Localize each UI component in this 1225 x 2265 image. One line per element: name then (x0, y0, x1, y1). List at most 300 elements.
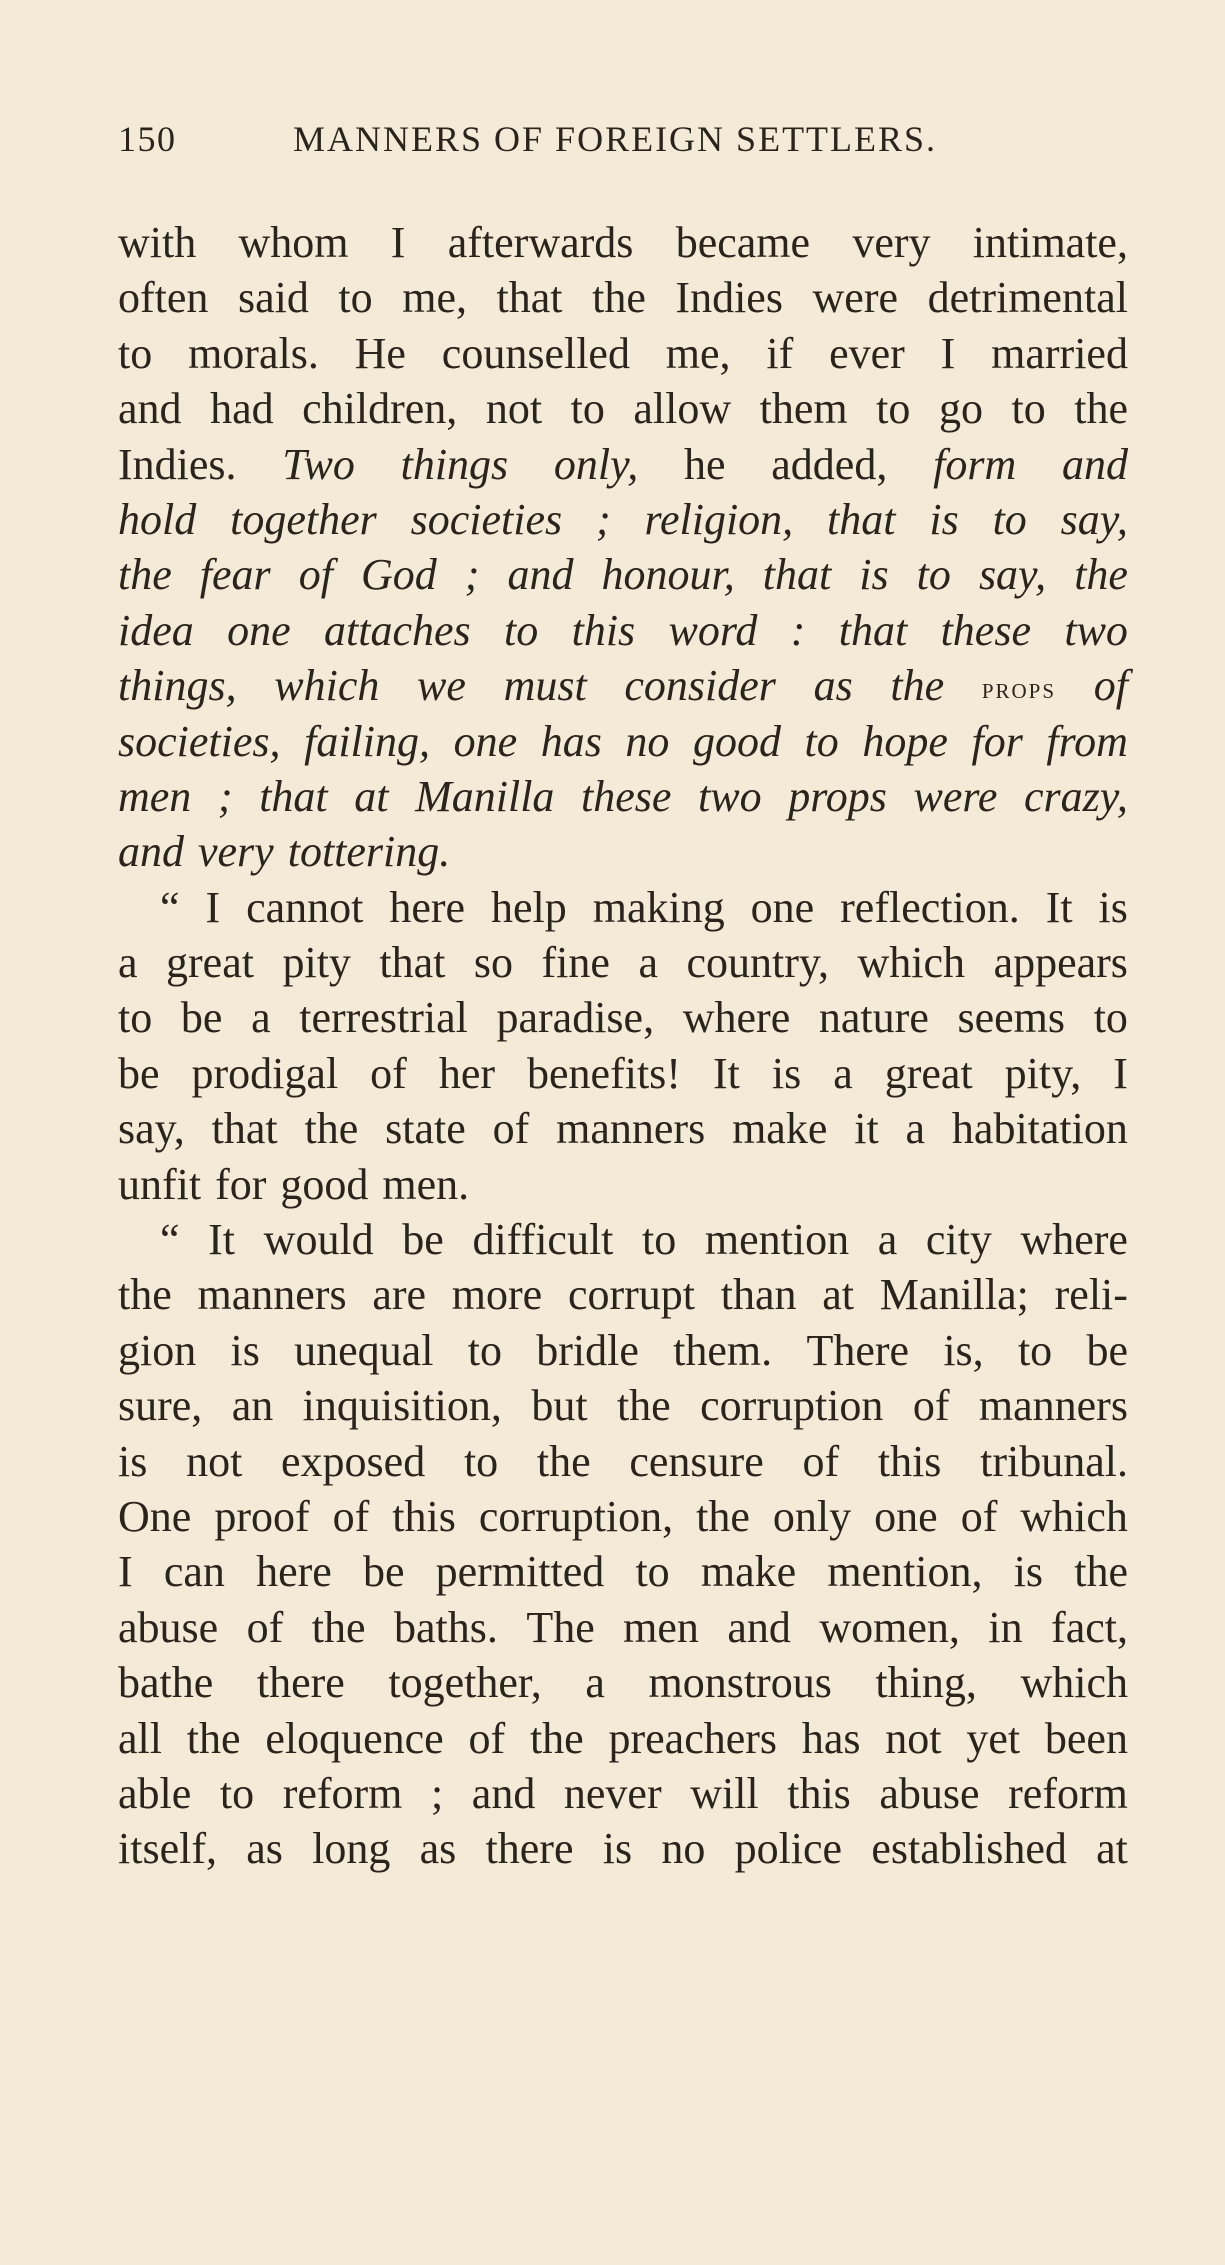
word: appears (993, 938, 1128, 988)
word: is, (943, 1325, 984, 1375)
word: is (230, 1325, 260, 1375)
word: ; (430, 1768, 444, 1818)
word: is (1098, 882, 1128, 932)
word: her (438, 1048, 496, 1098)
word: only (772, 1491, 852, 1541)
word: ; (217, 771, 233, 821)
word: attaches (324, 605, 471, 655)
word: at (1096, 1824, 1128, 1874)
word: and (118, 827, 184, 877)
word: where (1020, 1215, 1128, 1265)
word: but (531, 1381, 588, 1431)
word: were (913, 771, 998, 821)
word: of (492, 1104, 530, 1154)
word: honour, (601, 550, 735, 600)
word: tribunal. (980, 1436, 1128, 1486)
word: able (118, 1768, 192, 1818)
word: a (877, 1215, 898, 1265)
text-line (118, 935, 1128, 990)
text-line (118, 1600, 1128, 1655)
word: to (467, 1325, 502, 1375)
word: together, (388, 1658, 542, 1708)
word: all (118, 1713, 162, 1763)
word: which (274, 661, 380, 711)
word: He (354, 328, 406, 378)
word: has (801, 1713, 861, 1763)
text-line (118, 1101, 1128, 1156)
word: that (827, 494, 896, 544)
word: I (118, 1547, 133, 1597)
word: where (682, 993, 791, 1043)
word: country, (686, 938, 830, 988)
word: : (790, 605, 806, 655)
text-line (118, 1323, 1128, 1378)
word: to (992, 494, 1027, 544)
word: mention, (827, 1547, 983, 1597)
word: mention (704, 1215, 850, 1265)
word: is (1013, 1547, 1044, 1597)
word: Two (282, 439, 355, 489)
text-line (118, 824, 1128, 879)
word: itself, (118, 1824, 217, 1874)
word: to (1011, 384, 1046, 434)
text-line (118, 1267, 1128, 1322)
word: here (389, 882, 466, 932)
word: permitted (435, 1547, 605, 1597)
word: two (698, 771, 762, 821)
word: not (485, 384, 543, 434)
word: me, (665, 328, 731, 378)
word: so (473, 938, 514, 988)
text-line (118, 769, 1128, 824)
text-line (118, 326, 1128, 381)
word: a (585, 1658, 605, 1708)
word: police (734, 1824, 843, 1874)
word: to (463, 1436, 499, 1486)
word: established (871, 1824, 1067, 1874)
word: bridle (536, 1325, 639, 1375)
text-line (118, 603, 1128, 658)
word: preachers (608, 1713, 778, 1763)
word: that (259, 771, 328, 821)
word: I (390, 218, 406, 267)
word: often (118, 273, 209, 323)
word: to (219, 1768, 255, 1818)
text-line (118, 1711, 1128, 1766)
text-line (118, 381, 1128, 436)
word: counselled (441, 328, 630, 378)
text-line (118, 1046, 1128, 1101)
word: manners (197, 1270, 347, 1320)
word: to (118, 993, 153, 1043)
word: we (417, 661, 466, 711)
word: corrupt (567, 1270, 696, 1320)
word: them (759, 384, 848, 434)
word: fine (541, 938, 610, 988)
word: only, (553, 439, 639, 489)
word: the (529, 1713, 584, 1763)
word: hold (118, 494, 197, 544)
word: pity (282, 938, 351, 988)
word: paradise, (496, 993, 655, 1043)
word: and (727, 1602, 791, 1652)
word: monstrous (648, 1658, 832, 1708)
text-line (118, 270, 1128, 325)
word: be (1086, 1325, 1128, 1375)
word: the (1074, 384, 1128, 434)
word: to (570, 384, 605, 434)
word: no (661, 1824, 706, 1874)
word: eloquence (265, 1713, 444, 1763)
word: is (602, 1824, 633, 1874)
word: the (118, 550, 172, 600)
word: two (1064, 605, 1128, 655)
word: props (981, 672, 1057, 706)
word: great (884, 1048, 973, 1098)
word: good (692, 716, 781, 766)
word: became (675, 218, 811, 267)
word: I (205, 882, 221, 932)
word: one (453, 716, 518, 766)
word: societies, (118, 716, 281, 766)
word: making (592, 882, 725, 932)
word: intimate, (972, 218, 1128, 267)
word: at (822, 1270, 855, 1320)
word: The (526, 1602, 595, 1652)
word: say, (978, 550, 1047, 600)
word: there (256, 1658, 345, 1708)
word: and (471, 1768, 536, 1818)
word: corruption (700, 1381, 884, 1431)
word: of (960, 1491, 998, 1541)
word: censure (629, 1436, 764, 1486)
word: things, (118, 661, 237, 711)
word: a (118, 938, 138, 988)
text-line (118, 492, 1128, 547)
word: allow (633, 384, 732, 434)
word: form (933, 439, 1017, 489)
word: unfit (118, 1159, 202, 1209)
word: difficult (472, 1215, 614, 1265)
word: sure, (118, 1381, 203, 1431)
word: of (332, 1491, 370, 1541)
text-line (118, 880, 1128, 935)
word: habitation (951, 1104, 1128, 1154)
running-title: MANNERS OF FOREIGN SETTLERS. (293, 119, 938, 159)
word: very (198, 827, 274, 877)
word: be (180, 993, 223, 1043)
word: afterwards (447, 218, 634, 267)
word: ; (595, 494, 611, 544)
text-line (118, 437, 1128, 492)
word: these (940, 605, 1031, 655)
text-line (118, 1157, 1128, 1212)
word: had (210, 384, 274, 434)
word: to (876, 384, 911, 434)
word: Indies (675, 273, 783, 323)
word: for (971, 716, 1023, 766)
word: benefits! (527, 1048, 681, 1098)
text-line (118, 1766, 1128, 1821)
text-line (118, 714, 1128, 769)
text-line (118, 547, 1128, 602)
word: there (485, 1824, 574, 1874)
word: men (623, 1602, 699, 1652)
word: Manilla; (879, 1270, 1029, 1320)
word: There (806, 1325, 910, 1375)
word: reli- (1054, 1270, 1128, 1320)
word: one (874, 1491, 938, 1541)
word: has (540, 716, 602, 766)
word: terrestrial (299, 993, 468, 1043)
word: men (118, 771, 192, 821)
word: that (762, 550, 832, 600)
word: exposed (281, 1436, 426, 1486)
word: be (402, 1215, 444, 1265)
word: hope (862, 716, 948, 766)
word: here (256, 1547, 332, 1597)
word: ; (464, 550, 480, 600)
word: a (905, 1104, 926, 1154)
word: a (251, 993, 271, 1043)
word: inquisition, (302, 1381, 502, 1431)
word: to (916, 550, 951, 600)
word: of (370, 1048, 407, 1098)
text-line (118, 1655, 1128, 1710)
word: baths. (393, 1602, 498, 1652)
word: that (379, 938, 446, 988)
word: pity, (1004, 1048, 1082, 1098)
word: abuse (118, 1602, 219, 1652)
body-text (118, 215, 1128, 1877)
word: these (581, 771, 672, 821)
word: this (877, 1436, 942, 1486)
word: reform (1008, 1768, 1128, 1818)
word: and (507, 550, 574, 600)
word: cannot (246, 882, 364, 932)
word: for (215, 1159, 267, 1209)
word: reflection. (840, 882, 1020, 932)
word: consider (624, 661, 776, 711)
word: would (263, 1215, 374, 1265)
word: not (885, 1713, 942, 1763)
word: is (771, 1048, 802, 1098)
word: yet (966, 1713, 1021, 1763)
word: “ (160, 882, 180, 932)
word: the (536, 1436, 591, 1486)
word: that (211, 1104, 278, 1154)
word: It (1045, 882, 1073, 932)
word: men. (382, 1159, 470, 1209)
word: “ (160, 1215, 180, 1265)
word: than (720, 1270, 797, 1320)
word: the (186, 1713, 241, 1763)
word: not (186, 1436, 243, 1486)
word: if (766, 328, 794, 378)
text-line (118, 1544, 1128, 1599)
word: word (668, 605, 758, 655)
word: to (642, 1215, 677, 1265)
word: detrimental (927, 273, 1128, 323)
word: proof (214, 1491, 310, 1541)
word: say, (118, 1104, 185, 1154)
word: which (1020, 1658, 1128, 1708)
word: unequal (294, 1325, 434, 1375)
word: societies (410, 494, 563, 544)
word: the (616, 1381, 671, 1431)
page-number: 150 (118, 119, 177, 159)
word: It (208, 1215, 236, 1265)
word: corruption, (478, 1491, 674, 1541)
word: great (166, 938, 254, 988)
word: of (298, 550, 333, 600)
word: the (890, 661, 945, 711)
word: seems (957, 993, 1066, 1043)
word: Manilla (415, 771, 555, 821)
word: to (338, 273, 373, 323)
word: tottering. (287, 827, 451, 877)
word: help (491, 882, 567, 932)
word: the (1074, 550, 1128, 600)
word: to (1093, 993, 1128, 1043)
word: me, (402, 273, 467, 323)
word: to (118, 328, 153, 378)
word: city (925, 1215, 992, 1265)
text-line (118, 1378, 1128, 1433)
word: abuse (879, 1768, 980, 1818)
word: I (1113, 1048, 1128, 1098)
text-line (118, 990, 1128, 1045)
word: is (118, 1436, 148, 1486)
word: he (684, 439, 726, 489)
word: gion (118, 1325, 197, 1375)
word: of (246, 1602, 284, 1652)
word: the (592, 273, 646, 323)
word: be (362, 1547, 405, 1597)
word: say, (1060, 494, 1128, 544)
word: make (732, 1104, 828, 1154)
word: of (802, 1436, 840, 1486)
word: at (354, 771, 389, 821)
word: in (988, 1602, 1023, 1652)
word: as (813, 661, 853, 711)
word: One (118, 1491, 192, 1541)
word: more (451, 1270, 543, 1320)
word: one (227, 605, 291, 655)
word: children, (302, 384, 458, 434)
word: a (833, 1048, 853, 1098)
word: idea (118, 605, 194, 655)
word: crazy, (1023, 771, 1128, 821)
word: the (311, 1602, 366, 1652)
word: make (700, 1547, 797, 1597)
word: this (571, 605, 636, 655)
word: bathe (118, 1658, 214, 1708)
word: one (750, 882, 815, 932)
word: to (804, 716, 839, 766)
word: good (280, 1159, 369, 1209)
word: were (812, 273, 899, 323)
word: the (118, 1270, 172, 1320)
word: state (385, 1104, 466, 1154)
word: a (638, 938, 658, 988)
word: as (246, 1824, 283, 1874)
word: things (400, 439, 509, 489)
word: the (1074, 1547, 1128, 1597)
word: go (938, 384, 983, 434)
word: thing, (875, 1658, 977, 1708)
word: God (360, 550, 437, 600)
word: is (859, 550, 889, 600)
word: women, (819, 1602, 960, 1652)
word: fear (199, 550, 271, 600)
text-line (118, 658, 1128, 713)
word: that (838, 605, 908, 655)
word: this (787, 1768, 851, 1818)
word: very (852, 218, 931, 267)
word: morals. (188, 328, 319, 378)
word: prodigal (191, 1048, 339, 1098)
word: which (1020, 1491, 1128, 1541)
word: to (635, 1547, 670, 1597)
text-line (118, 1821, 1128, 1876)
word: that (496, 273, 563, 323)
word: from (1046, 716, 1128, 766)
word: is (929, 494, 959, 544)
word: will (690, 1768, 759, 1818)
word: and (1061, 439, 1128, 489)
word: ever (829, 328, 905, 378)
text-line (118, 1434, 1128, 1489)
word: and (118, 384, 182, 434)
word: with (118, 218, 197, 267)
word: fact, (1051, 1602, 1128, 1652)
word: as (419, 1824, 457, 1874)
word: props (788, 771, 887, 821)
word: manners (978, 1381, 1128, 1431)
word: reform (282, 1768, 403, 1818)
word: added, (771, 439, 888, 489)
word: the (696, 1491, 750, 1541)
word: whom (238, 218, 349, 267)
word: this (392, 1491, 456, 1541)
word: manners (556, 1104, 706, 1154)
word: together (230, 494, 377, 544)
word: them. (673, 1325, 773, 1375)
word: nature (818, 993, 929, 1043)
word: must (503, 661, 587, 711)
word: never (563, 1768, 662, 1818)
word: religion, (644, 494, 794, 544)
word: failing, (304, 716, 430, 766)
word: been (1044, 1713, 1128, 1763)
word: no (625, 716, 670, 766)
word: It (712, 1048, 740, 1098)
text-line (118, 215, 1128, 270)
text-line (118, 1212, 1128, 1267)
word: which (857, 938, 966, 988)
word: to (504, 605, 539, 655)
word: of (468, 1713, 506, 1763)
word: an (231, 1381, 274, 1431)
word: Indies. (118, 439, 237, 489)
word: can (163, 1547, 225, 1597)
word: of (912, 1381, 950, 1431)
word: said (237, 273, 309, 323)
word: long (312, 1824, 391, 1874)
word: it (854, 1104, 879, 1154)
page-header (118, 118, 1128, 168)
